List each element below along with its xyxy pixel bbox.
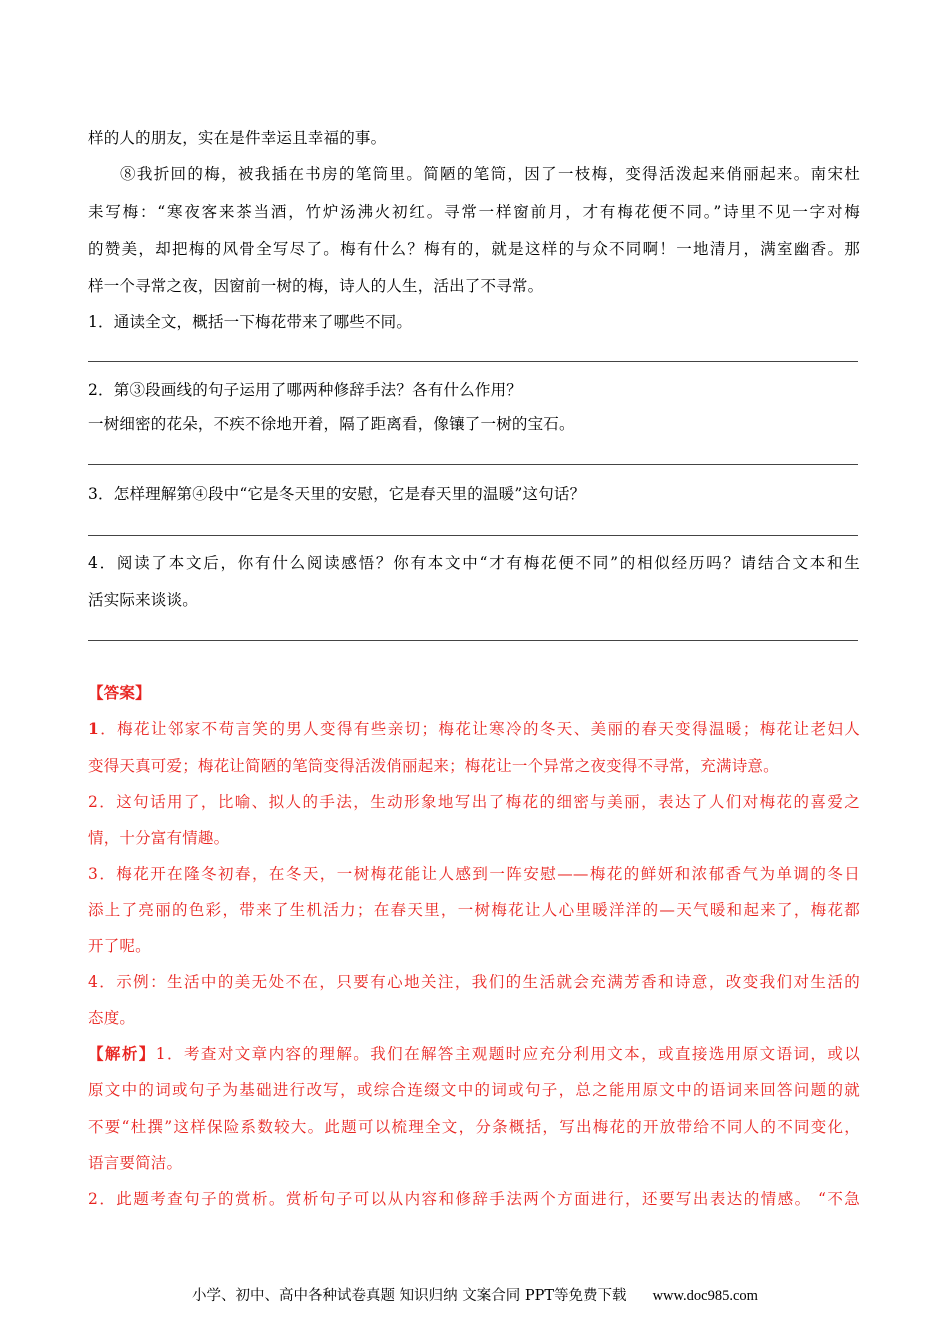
answer-4-line-2: 态度。	[88, 1009, 136, 1027]
question-3: 3．怎样理解第④段中“它是冬天里的安慰，它是春天里的温暖”这句话？	[88, 485, 586, 503]
answer-2-line-1: 2．这句话用了，比喻、拟人的手法，生动形象地写出了梅花的细密与美丽，表达了人们对梅花的喜爱之	[88, 793, 860, 811]
answer-2-line-2: 情，十分富有情趣。	[88, 829, 230, 847]
answer-1-number: 1	[88, 719, 99, 738]
analysis-1-line-2: 原文中的词或句子为基础进行改写，或综合连缀文中的词或句子，总之能用原文中的语词来回答问题的就	[88, 1081, 860, 1099]
analysis-1-text: 1．考查对文章内容的理解。我们在解答主观题时应充分利用文本，或直接选用原文语词，或以	[155, 1045, 860, 1063]
footer-text: 小学、初中、高中各种试卷真题 知识归纳 文案合同 PPT等免费下载	[192, 1288, 627, 1304]
passage-p7-tail: 样的人的朋友，实在是件幸运且幸福的事。	[88, 129, 387, 147]
question-1: 1．通读全文，概括一下梅花带来了哪些不同。	[88, 313, 413, 331]
passage-p8-line-4: 样一个寻常之夜，因窗前一树的梅，诗人的人生，活出了不寻常。	[88, 277, 544, 295]
answer-1-text: ．梅花让邻家不苟言笑的男人变得有些亲切；梅花让寒冷的冬天、美丽的春天变得温暖；梅花让老妇人	[99, 720, 860, 738]
answer-1-line-2: 变得天真可爱；梅花让简陋的笔筒变得活泼俏丽起来；梅花让一个异常之夜变得不寻常，充满诗意。	[88, 757, 779, 775]
passage-p8-line-2: 耒写梅：“寒夜客来茶当酒，竹炉汤沸火初红。寻常一样窗前月，才有梅花便不同。”诗里不见一字对梅	[88, 203, 860, 221]
page-footer	[0, 1286, 950, 1306]
answer-3-line-1: 3．梅花开在隆冬初春，在冬天，一树梅花能让人感到一阵安慰——梅花的鲜妍和浓郁香气为单调的冬日	[88, 865, 860, 883]
answer-blank-2	[88, 464, 858, 465]
footer-url[interactable]: www.doc985.com	[652, 1288, 758, 1304]
answer-blank-3	[88, 535, 858, 536]
answer-blank-4	[88, 640, 858, 641]
analysis-1-line-3: 不要“杜撰”这样保险系数较大。此题可以梳理全文，分条概括，写出梅花的开放带给不同人的不同变化，	[88, 1118, 860, 1136]
answer-1-line-1	[88, 719, 860, 739]
answer-blank-1	[88, 361, 858, 362]
analysis-label: 【解析】	[88, 1044, 156, 1063]
question-2: 2．第③段画线的句子运用了哪两种修辞手法？各有什么作用？	[88, 381, 522, 399]
answer-4-line-1: 4．示例：生活中的美无处不在，只要有心地关注，我们的生活就会充满芳香和诗意，改变我们对生活的	[88, 973, 860, 991]
question-4-line-1: 4．阅读了本文后，你有什么阅读感悟？你有本文中“才有梅花便不同”的相似经历吗？请结合文本和生	[88, 554, 860, 572]
passage-p8-line-3: 的赞美，却把梅的风骨全写尽了。梅有什么？梅有的，就是这样的与众不同啊！一地清月，满室幽香。那	[88, 240, 860, 258]
passage-p8-line-1: ⑧我折回的梅，被我插在书房的笔筒里。简陋的笔筒，因了一枝梅，变得活泼起来俏丽起来。南宋杜	[120, 165, 860, 183]
analysis-1-line-1	[88, 1044, 860, 1064]
answer-3-line-3: 开了呢。	[88, 937, 151, 955]
answer-3-line-2: 添上了亮丽的色彩，带来了生机活力；在春天里，一树梅花让人心里暖洋洋的—天气暖和起来了，梅花都	[88, 901, 860, 919]
analysis-1-line-4: 语言要简洁。	[88, 1154, 183, 1172]
question-2-quote: 一树细密的花朵，不疾不徐地开着，隔了距离看，像镶了一树的宝石。	[88, 415, 575, 433]
analysis-2-line-1: 2．此题考查句子的赏析。赏析句子可以从内容和修辞手法两个方面进行，还要写出表达的情感。 “不急	[88, 1190, 860, 1208]
answer-label: 【答案】	[88, 683, 151, 702]
question-4-line-2: 活实际来谈谈。	[88, 591, 198, 609]
